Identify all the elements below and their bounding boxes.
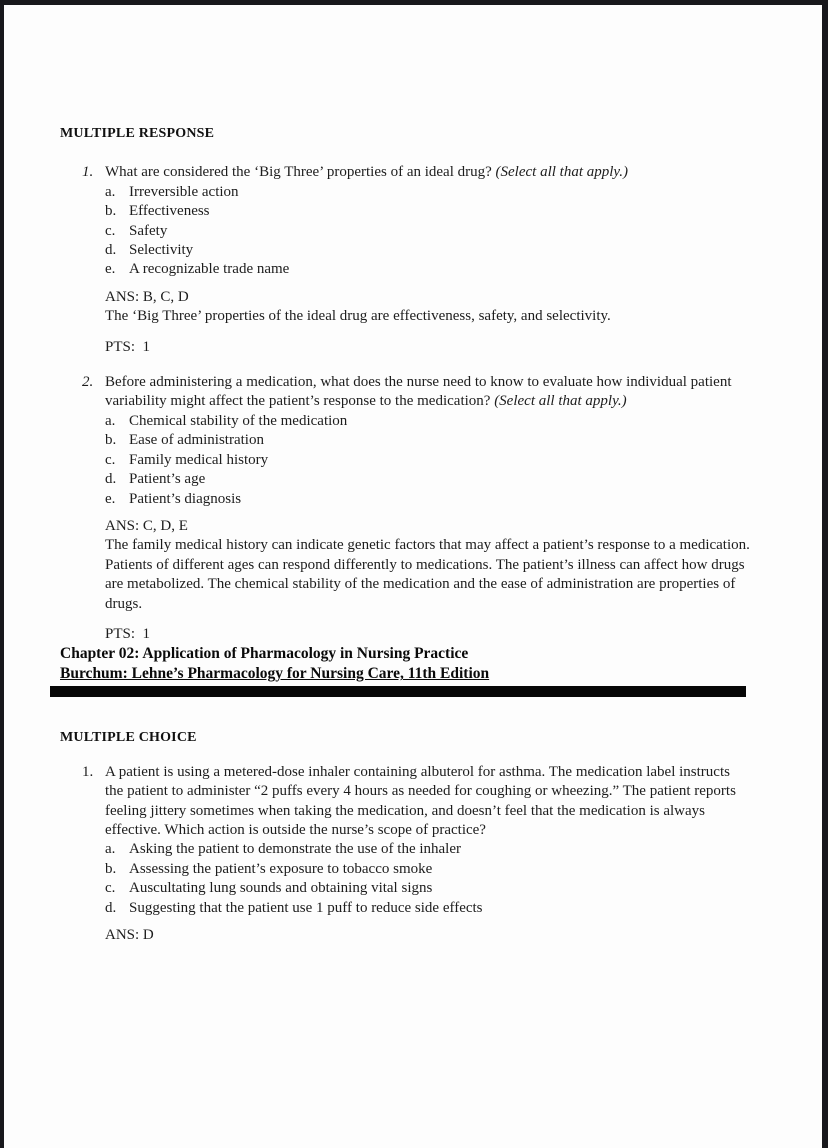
- option-text: Auscultating lung sounds and obtaining vital signs: [129, 880, 433, 897]
- points-line: PTS: 1: [105, 625, 151, 642]
- option-text: Patient’s age: [129, 471, 206, 488]
- points-line: PTS: 1: [105, 338, 151, 355]
- question-text: [105, 163, 752, 182]
- option-text: Patient’s diagnosis: [129, 490, 242, 507]
- option: [105, 412, 752, 431]
- option-text: Asking the patient to demonstrate the use of the inhaler: [129, 841, 461, 858]
- option-letter: a.: [105, 183, 116, 200]
- option: [105, 470, 752, 489]
- select-all-note: (Select all that apply.): [494, 393, 627, 410]
- option-text: Suggesting that the patient use 1 puff to reduce side effects: [129, 899, 483, 916]
- option-letter: a.: [105, 841, 116, 858]
- page-content: [4, 5, 822, 945]
- option-text: Assessing the patient’s exposure to tobacco smoke: [129, 860, 433, 877]
- question-text-main: What are considered the ‘Big Three’ properties of an ideal drug?: [105, 164, 496, 181]
- question-text: [105, 373, 752, 412]
- divider-bar: [50, 686, 746, 697]
- option-text: Effectiveness: [129, 203, 210, 220]
- options-list: [105, 412, 752, 509]
- option: [105, 241, 752, 260]
- option: [105, 260, 752, 279]
- question-number: 2.: [82, 374, 94, 391]
- section-multiple-response: [60, 124, 752, 644]
- question-body: [105, 163, 752, 357]
- option: [105, 879, 752, 898]
- option-text: Irreversible action: [129, 183, 239, 200]
- option-letter: e.: [105, 490, 116, 507]
- option-letter: c.: [105, 451, 116, 468]
- option-text: Selectivity: [129, 242, 194, 259]
- options-list: [105, 183, 752, 280]
- question-body: [105, 373, 752, 644]
- option: [105, 183, 752, 202]
- option-letter: a.: [105, 412, 116, 429]
- option-text: Family medical history: [129, 451, 269, 468]
- answer-line: ANS: C, D, E: [105, 517, 188, 534]
- option-letter: d.: [105, 242, 117, 259]
- option: [105, 431, 752, 450]
- question-text: [105, 763, 752, 841]
- question: [60, 763, 752, 946]
- section-multiple-choice: [60, 728, 752, 945]
- question-number: 1.: [82, 164, 94, 181]
- option-letter: d.: [105, 471, 117, 488]
- option: [105, 860, 752, 879]
- option-letter: d.: [105, 899, 117, 916]
- question-text-main: Before administering a medication, what does the nurse need to know to evaluate how individual patient variability might affect the patient’s response to the medication?: [105, 374, 732, 410]
- option: [105, 222, 752, 241]
- option-letter: e.: [105, 261, 116, 278]
- option: [105, 490, 752, 509]
- option-text: A recognizable trade name: [129, 261, 290, 278]
- chapter-heading: [60, 644, 752, 684]
- option-letter: b.: [105, 203, 117, 220]
- option-text: Ease of administration: [129, 432, 264, 449]
- options-list: [105, 840, 752, 918]
- document-page: [4, 5, 822, 1148]
- explanation-text: The ‘Big Three’ properties of the ideal drug are effectiveness, safety, and selectivity.: [105, 308, 611, 325]
- question: [60, 163, 752, 357]
- option-letter: b.: [105, 432, 117, 449]
- explanation-text: The family medical history can indicate genetic factors that may affect a patient’s response to a medication. Patients of different ages can respond differently to medications. The patient’s illness can affect how drugs are metabolized. The chemical stability of the medication and the ease of administration are properties of drugs.: [105, 537, 750, 612]
- question-text-main: A patient is using a metered-dose inhaler containing albuterol for asthma. The medication label instructs the patient to administer “2 puffs every 4 hours as needed for coughing or wheezing.” The patient reports feeling jittery sometimes when taking the medication, and doesn’t feel that the medication is always effective. Which action is outside the nurse’s scope of practice?: [105, 763, 736, 838]
- option-text: Safety: [129, 222, 168, 239]
- chapter-title-line-1: Chapter 02: Application of Pharmacology in Nursing Practice: [60, 645, 469, 663]
- question: [60, 373, 752, 644]
- option: [105, 899, 752, 918]
- section-header-multiple-response: MULTIPLE RESPONSE: [60, 126, 215, 141]
- question-body: [105, 763, 752, 946]
- section-header-multiple-choice: MULTIPLE CHOICE: [60, 730, 197, 746]
- option-text: Chemical stability of the medication: [129, 412, 348, 429]
- option-letter: c.: [105, 880, 116, 897]
- option: [105, 840, 752, 859]
- option: [105, 202, 752, 221]
- chapter-title-line-2: Burchum: Lehne’s Pharmacology for Nursing Care, 11th Edition: [60, 665, 490, 683]
- option-letter: b.: [105, 860, 117, 877]
- answer-line: ANS: D: [105, 927, 154, 943]
- select-all-note: (Select all that apply.): [495, 164, 628, 181]
- option-letter: c.: [105, 222, 116, 239]
- option: [105, 451, 752, 470]
- answer-line: ANS: B, C, D: [105, 288, 189, 305]
- question-number: 1.: [82, 763, 94, 780]
